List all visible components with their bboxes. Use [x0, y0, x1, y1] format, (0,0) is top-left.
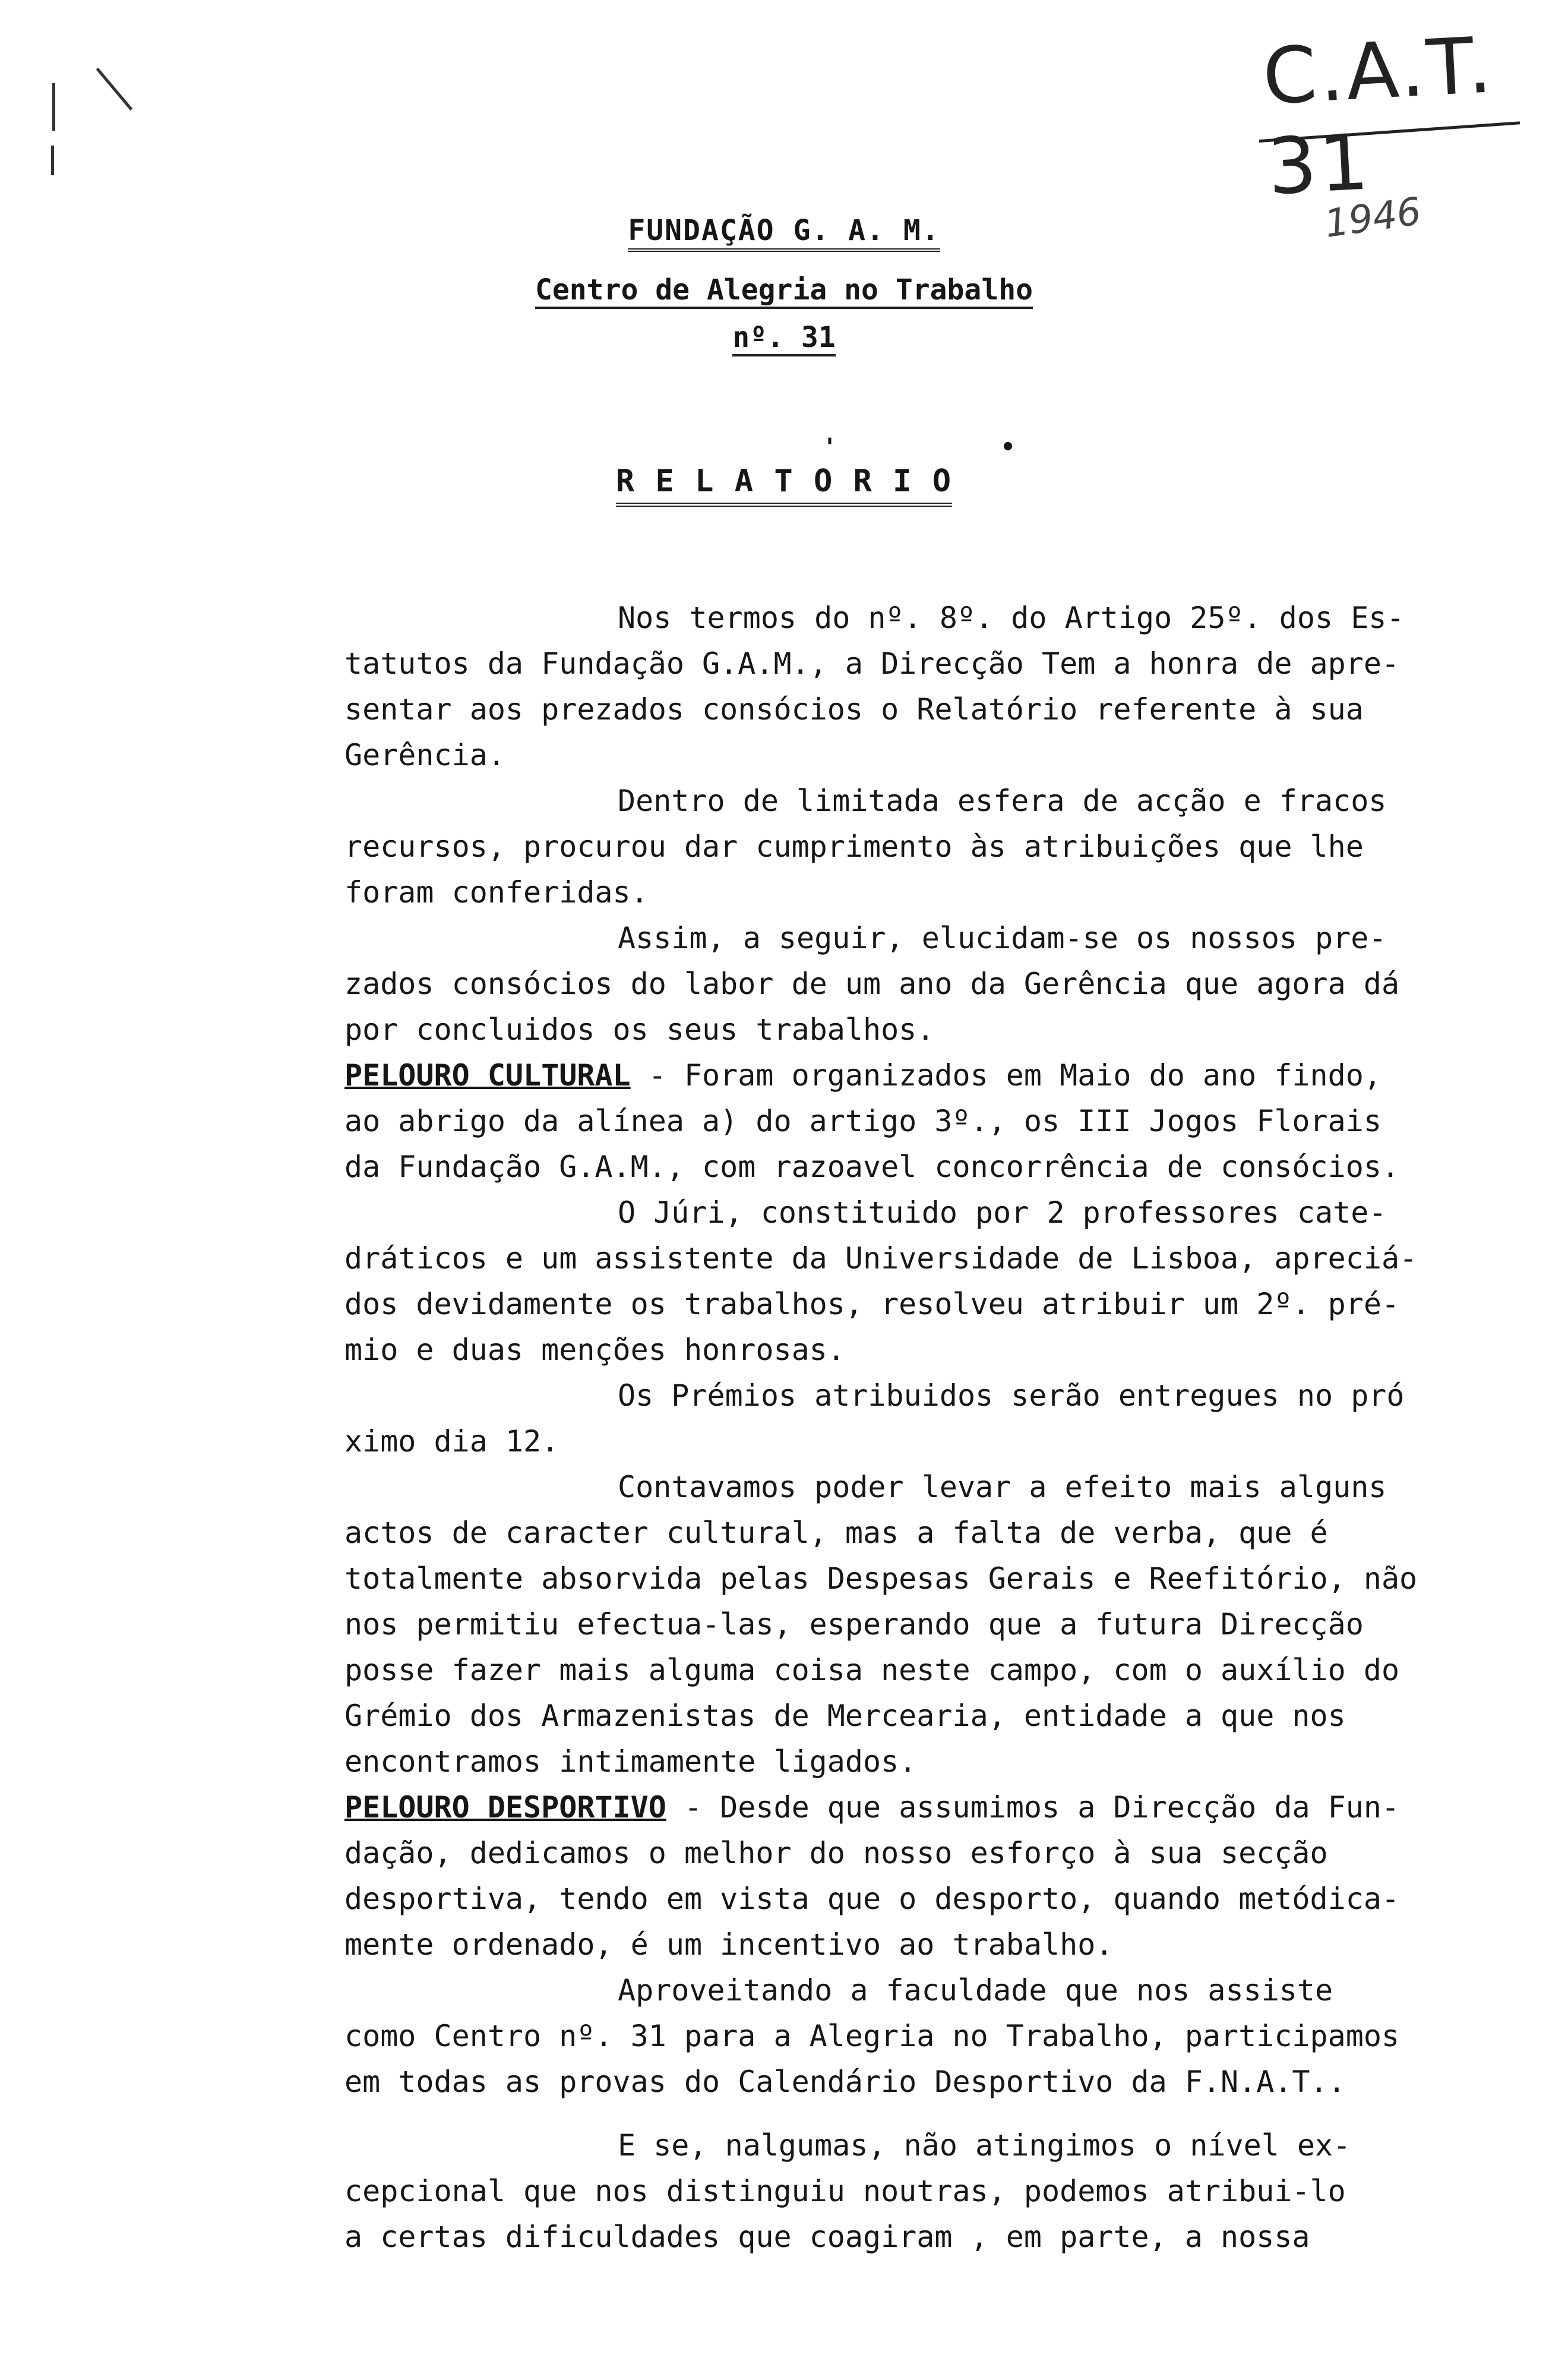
body-line: desportiva, tendo em vista que o desporto, quando metódica-: [344, 1882, 1400, 1916]
body-line: tatutos da Fundação G.A.M., a Direcção Tem a honra de apre-: [344, 646, 1400, 681]
section-label-desportivo: PELOURO DESPORTIVO: [344, 1790, 666, 1825]
body-line: como Centro nº. 31 para a Alegria no Trabalho, participamos: [344, 2019, 1400, 2053]
body-line: encontramos intimamente ligados.: [344, 1744, 917, 1779]
body-line: ximo dia 12.: [344, 1424, 559, 1459]
body-line: actos de caracter cultural, mas a falta de verba, que é: [344, 1516, 1328, 1550]
org-heading: FUNDAÇÃO G. A. M.: [0, 214, 1568, 252]
body-line: mio e duas menções honrosas.: [344, 1333, 845, 1367]
center-heading: Centro de Alegria no Trabalho: [0, 273, 1568, 309]
body-line: totalmente absorvida pelas Despesas Gerais e Reefitório, não: [344, 1561, 1418, 1596]
body-line: Grémio dos Armazenistas de Mercearia, entidade a que nos: [344, 1699, 1346, 1733]
body-line: Gerência.: [344, 738, 505, 772]
body-line: cepcional que nos distinguiu noutras, podemos atribui-lo: [344, 2174, 1346, 2208]
body-line: a certas dificuldades que coagiram , em parte, a nossa: [344, 2220, 1310, 2254]
edge-mark: [96, 68, 133, 111]
body-line: ao abrigo da alínea a) do artigo 3º., os III Jogos Florais: [344, 1104, 1382, 1138]
body-line: Dentro de limitada esfera de acção e fracos: [618, 784, 1387, 818]
body-line: Contavamos poder levar a efeito mais alguns: [618, 1470, 1387, 1504]
section-line-cultural: PELOURO CULTURAL - Foram organizados em Maio do ano findo,: [344, 1058, 1382, 1093]
body-line: O Júri, constituido por 2 professores cate-: [618, 1195, 1387, 1230]
body-line: dação, dedicamos o melhor do nosso esforço à sua secção: [344, 1836, 1328, 1870]
mark-dot: ': [823, 434, 837, 461]
body-line: posse fazer mais alguma coisa neste campo, com o auxílio do: [344, 1653, 1400, 1687]
body-line: por concluidos os seus trabalhos.: [344, 1012, 935, 1047]
section-line-desportivo: PELOURO DESPORTIVO - Desde que assumimos a Direcção da Fun-: [344, 1790, 1400, 1825]
margin-scribble: 1946: [1322, 190, 1424, 247]
body-line: E se, nalgumas, não atingimos o nível ex-: [618, 2128, 1351, 2163]
reference-code: C.A.T. 31: [1260, 20, 1497, 213]
body-line: Nos termos do nº. 8º. do Artigo 25º. dos Es-: [618, 601, 1405, 635]
body-line: Assim, a seguir, elucidam-se os nossos pre-: [618, 921, 1387, 955]
body-line: dráticos e um assistente da Universidade de Lisboa, apreciá-: [344, 1241, 1418, 1276]
body-line: em todas as provas do Calendário Desportivo da F.N.A.T..: [344, 2065, 1346, 2099]
body-line: sentar aos prezados consócios o Relatório referente à sua: [344, 692, 1364, 727]
body-line: recursos, procurou dar cumprimento às atribuições que lhe: [344, 829, 1364, 864]
report-title: R E L A T O R I O: [0, 463, 1568, 499]
edge-mark: [52, 83, 55, 131]
mark-dot: •: [1001, 434, 1016, 461]
body-line: dos devidamente os trabalhos, resolveu atribuir um 2º. pré-: [344, 1287, 1400, 1321]
center-number: nº. 31: [0, 321, 1568, 356]
body-line: zados consócios do labor de um ano da Gerência que agora dá: [344, 967, 1400, 1001]
body-line: foram conferidas.: [344, 875, 649, 910]
edge-mark: [51, 146, 54, 175]
body-line: da Fundação G.A.M., com razoavel concorrência de consócios.: [344, 1150, 1400, 1184]
section-label-cultural: PELOURO CULTURAL: [344, 1058, 631, 1093]
body-line: Aproveitando a faculdade que nos assiste: [618, 1973, 1333, 2008]
body-line: Os Prémios atribuidos serão entregues no pró: [618, 1378, 1405, 1413]
body-line: nos permitiu efectua-las, esperando que a futura Direcção: [344, 1607, 1364, 1642]
body-line: mente ordenado, é um incentivo ao trabalho.: [344, 1927, 1114, 1962]
